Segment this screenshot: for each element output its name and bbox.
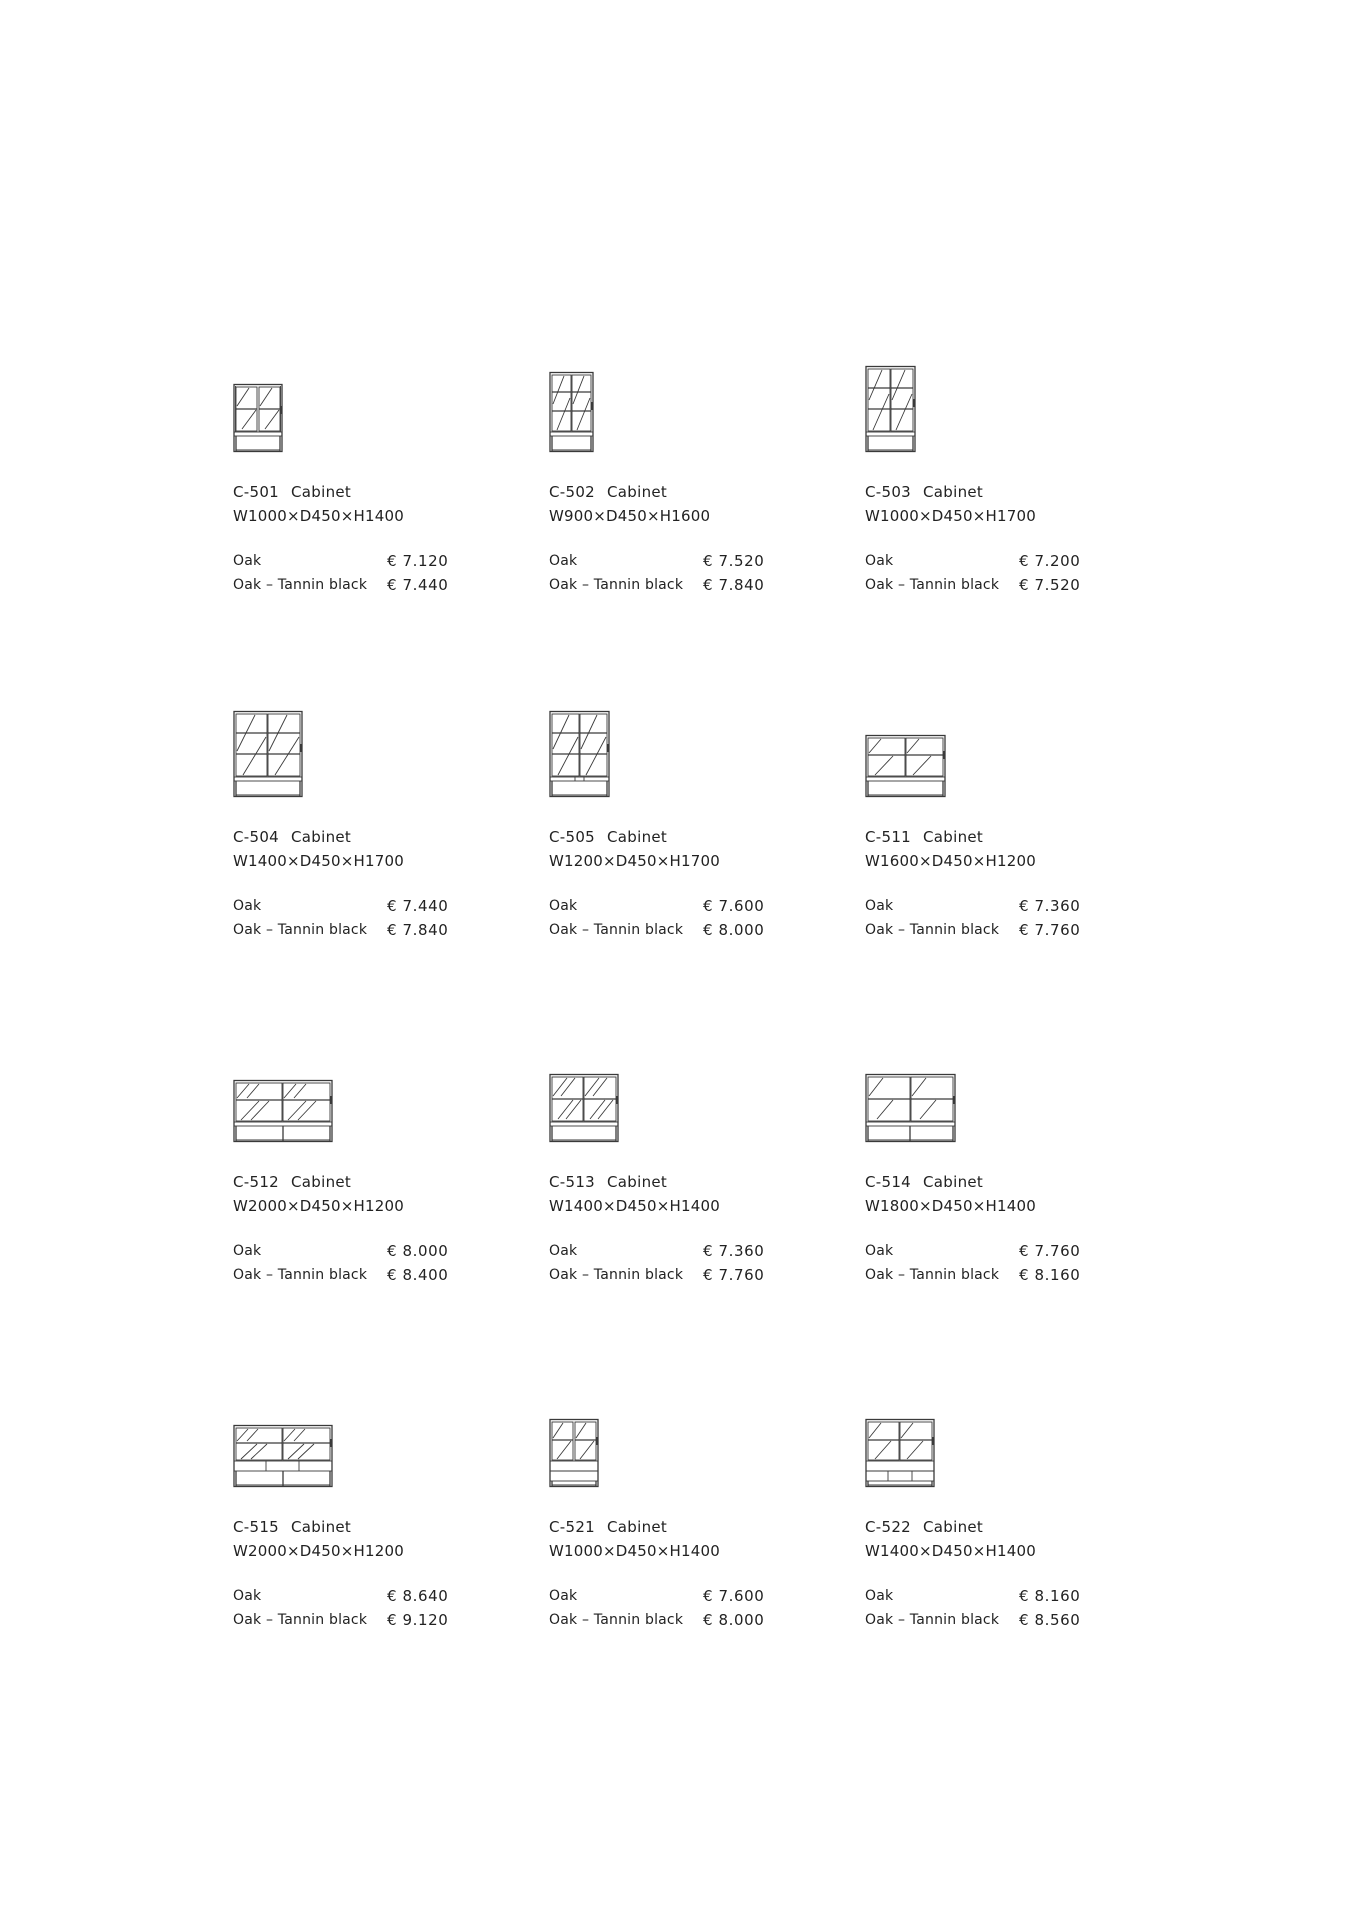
price-value: € 8.000	[387, 1242, 449, 1260]
price-row-tannin-black	[549, 1608, 763, 1632]
product-dimensions: W900×D450×H1600	[549, 507, 711, 525]
price-value: € 7.360	[703, 1242, 765, 1260]
product-code: C-515	[233, 1518, 280, 1536]
price-value: € 8.160	[1019, 1266, 1081, 1284]
price-list	[865, 894, 1165, 942]
product-info	[865, 480, 1165, 597]
product-card-c-522	[865, 1419, 1165, 1629]
price-row-oak	[549, 1239, 763, 1263]
product-info	[865, 825, 1165, 942]
price-list	[549, 1584, 849, 1632]
product-card-c-512	[233, 1074, 533, 1284]
price-list	[233, 894, 533, 942]
product-title	[865, 1170, 1165, 1194]
product-dimensions: W1400×D450×H1700	[233, 852, 404, 870]
price-list	[549, 1239, 849, 1287]
finish-label: Oak	[865, 1588, 894, 1604]
product-code: C-511	[865, 828, 912, 846]
product-info	[865, 1170, 1165, 1287]
product-name: Cabinet	[923, 483, 984, 501]
product-title	[865, 825, 1165, 849]
price-list	[865, 1239, 1165, 1287]
product-info	[549, 1170, 849, 1287]
product-code: C-514	[865, 1173, 912, 1191]
product-title	[549, 1515, 849, 1539]
product-title	[549, 1170, 849, 1194]
cabinet-drawing	[549, 1074, 621, 1144]
price-value: € 8.000	[703, 921, 765, 939]
price-value: € 8.640	[387, 1587, 449, 1605]
product-card-c-514	[865, 1074, 1165, 1284]
cabinet-drawing	[233, 1425, 337, 1489]
price-value: € 8.560	[1019, 1611, 1081, 1629]
price-value: € 7.760	[1019, 1242, 1081, 1260]
price-list	[233, 1239, 533, 1287]
cabinet-drawing	[233, 384, 293, 454]
cabinet-drawing	[233, 711, 309, 799]
product-info	[865, 1515, 1165, 1632]
product-card-c-513	[549, 1074, 849, 1284]
price-value: € 8.000	[703, 1611, 765, 1629]
price-row-oak	[233, 549, 447, 573]
price-value: € 7.120	[387, 552, 449, 570]
price-row-oak	[549, 894, 763, 918]
price-value: € 7.440	[387, 576, 449, 594]
product-dimensions: W1000×D450×H1400	[233, 507, 404, 525]
price-list	[549, 549, 849, 597]
finish-label: Oak	[233, 898, 262, 914]
finish-label: Oak – Tannin black	[549, 1612, 684, 1628]
price-row-oak	[865, 1239, 1079, 1263]
product-name: Cabinet	[291, 828, 352, 846]
finish-label: Oak	[233, 1243, 262, 1259]
price-value: € 7.440	[387, 897, 449, 915]
price-row-tannin-black	[233, 918, 447, 942]
product-name: Cabinet	[291, 1518, 352, 1536]
product-card-c-504	[233, 729, 533, 939]
finish-label: Oak – Tannin black	[233, 1267, 368, 1283]
product-code: C-521	[549, 1518, 596, 1536]
product-dimensions: W2000×D450×H1200	[233, 1197, 404, 1215]
finish-label: Oak	[865, 898, 894, 914]
cabinet-drawing	[865, 1419, 939, 1489]
cabinet-drawing	[233, 1080, 337, 1144]
finish-label: Oak	[549, 1243, 578, 1259]
price-row-oak	[233, 1239, 447, 1263]
product-dimensions: W1000×D450×H1400	[549, 1542, 720, 1560]
finish-label: Oak	[549, 553, 578, 569]
finish-label: Oak – Tannin black	[549, 577, 684, 593]
price-value: € 8.400	[387, 1266, 449, 1284]
product-name: Cabinet	[291, 483, 352, 501]
product-info	[233, 1170, 533, 1287]
price-row-tannin-black	[865, 1263, 1079, 1287]
finish-label: Oak – Tannin black	[865, 1267, 1000, 1283]
product-name: Cabinet	[923, 828, 984, 846]
product-dimensions: W1400×D450×H1400	[865, 1542, 1036, 1560]
product-title	[233, 1515, 533, 1539]
finish-label: Oak – Tannin black	[549, 1267, 684, 1283]
price-value: € 8.160	[1019, 1587, 1081, 1605]
price-value: € 7.840	[703, 576, 765, 594]
cabinet-drawing	[549, 711, 615, 799]
product-name: Cabinet	[607, 1173, 668, 1191]
product-dimensions: W1000×D450×H1700	[865, 507, 1036, 525]
product-dimensions: W1200×D450×H1700	[549, 852, 720, 870]
product-name: Cabinet	[923, 1518, 984, 1536]
product-card-c-503	[865, 384, 1165, 594]
product-card-c-501	[233, 384, 533, 594]
price-list	[549, 894, 849, 942]
price-row-oak	[865, 1584, 1079, 1608]
finish-label: Oak	[233, 553, 262, 569]
product-info	[233, 480, 533, 597]
product-code: C-504	[233, 828, 280, 846]
price-row-tannin-black	[233, 1263, 447, 1287]
product-name: Cabinet	[291, 1173, 352, 1191]
finish-label: Oak – Tannin black	[865, 922, 1000, 938]
price-value: € 7.760	[703, 1266, 765, 1284]
product-info	[549, 480, 849, 597]
product-code: C-512	[233, 1173, 280, 1191]
finish-label: Oak	[865, 553, 894, 569]
cabinet-drawing	[865, 735, 951, 799]
price-value: € 9.120	[387, 1611, 449, 1629]
price-value: € 7.840	[387, 921, 449, 939]
price-row-oak	[233, 894, 447, 918]
product-card-c-521	[549, 1419, 849, 1629]
price-value: € 7.600	[703, 897, 765, 915]
finish-label: Oak	[549, 1588, 578, 1604]
cabinet-drawing	[549, 372, 599, 454]
price-value: € 7.360	[1019, 897, 1081, 915]
price-value: € 7.600	[703, 1587, 765, 1605]
product-info	[549, 825, 849, 942]
finish-label: Oak	[865, 1243, 894, 1259]
price-row-tannin-black	[865, 573, 1079, 597]
product-name: Cabinet	[607, 828, 668, 846]
product-card-c-502	[549, 384, 849, 594]
price-row-tannin-black	[549, 1263, 763, 1287]
product-title	[549, 825, 849, 849]
price-row-oak	[865, 894, 1079, 918]
finish-label: Oak	[549, 898, 578, 914]
price-row-oak	[549, 549, 763, 573]
price-value: € 7.760	[1019, 921, 1081, 939]
product-info	[549, 1515, 849, 1632]
price-list	[233, 1584, 533, 1632]
product-dimensions: W1600×D450×H1200	[865, 852, 1036, 870]
product-info	[233, 1515, 533, 1632]
product-name: Cabinet	[607, 483, 668, 501]
price-row-tannin-black	[549, 573, 763, 597]
finish-label: Oak	[233, 1588, 262, 1604]
product-name: Cabinet	[607, 1518, 668, 1536]
product-dimensions: W2000×D450×H1200	[233, 1542, 404, 1560]
price-row-tannin-black	[233, 573, 447, 597]
product-title	[233, 480, 533, 504]
price-value: € 7.520	[703, 552, 765, 570]
price-row-tannin-black	[865, 1608, 1079, 1632]
product-info	[233, 825, 533, 942]
product-code: C-522	[865, 1518, 912, 1536]
price-row-tannin-black	[233, 1608, 447, 1632]
cabinet-drawing	[865, 1074, 959, 1144]
finish-label: Oak – Tannin black	[865, 577, 1000, 593]
price-row-oak	[549, 1584, 763, 1608]
product-name: Cabinet	[923, 1173, 984, 1191]
cabinet-drawing	[865, 366, 921, 454]
price-list	[865, 1584, 1165, 1632]
product-card-c-511	[865, 729, 1165, 939]
price-row-oak	[865, 549, 1079, 573]
product-dimensions: W1400×D450×H1400	[549, 1197, 720, 1215]
product-card-c-515	[233, 1419, 533, 1629]
price-value: € 7.200	[1019, 552, 1081, 570]
price-row-tannin-black	[865, 918, 1079, 942]
price-value: € 7.520	[1019, 576, 1081, 594]
product-title	[865, 480, 1165, 504]
finish-label: Oak – Tannin black	[233, 1612, 368, 1628]
finish-label: Oak – Tannin black	[233, 577, 368, 593]
product-title	[865, 1515, 1165, 1539]
cabinet-drawing	[549, 1419, 603, 1489]
product-code: C-513	[549, 1173, 596, 1191]
product-code: C-501	[233, 483, 280, 501]
finish-label: Oak – Tannin black	[233, 922, 368, 938]
price-row-tannin-black	[549, 918, 763, 942]
product-title	[549, 480, 849, 504]
finish-label: Oak – Tannin black	[549, 922, 684, 938]
price-list	[865, 549, 1165, 597]
product-code: C-503	[865, 483, 912, 501]
product-title	[233, 1170, 533, 1194]
product-dimensions: W1800×D450×H1400	[865, 1197, 1036, 1215]
finish-label: Oak – Tannin black	[865, 1612, 1000, 1628]
product-title	[233, 825, 533, 849]
price-row-oak	[233, 1584, 447, 1608]
product-code: C-502	[549, 483, 596, 501]
product-card-c-505	[549, 729, 849, 939]
price-list	[233, 549, 533, 597]
product-code: C-505	[549, 828, 596, 846]
